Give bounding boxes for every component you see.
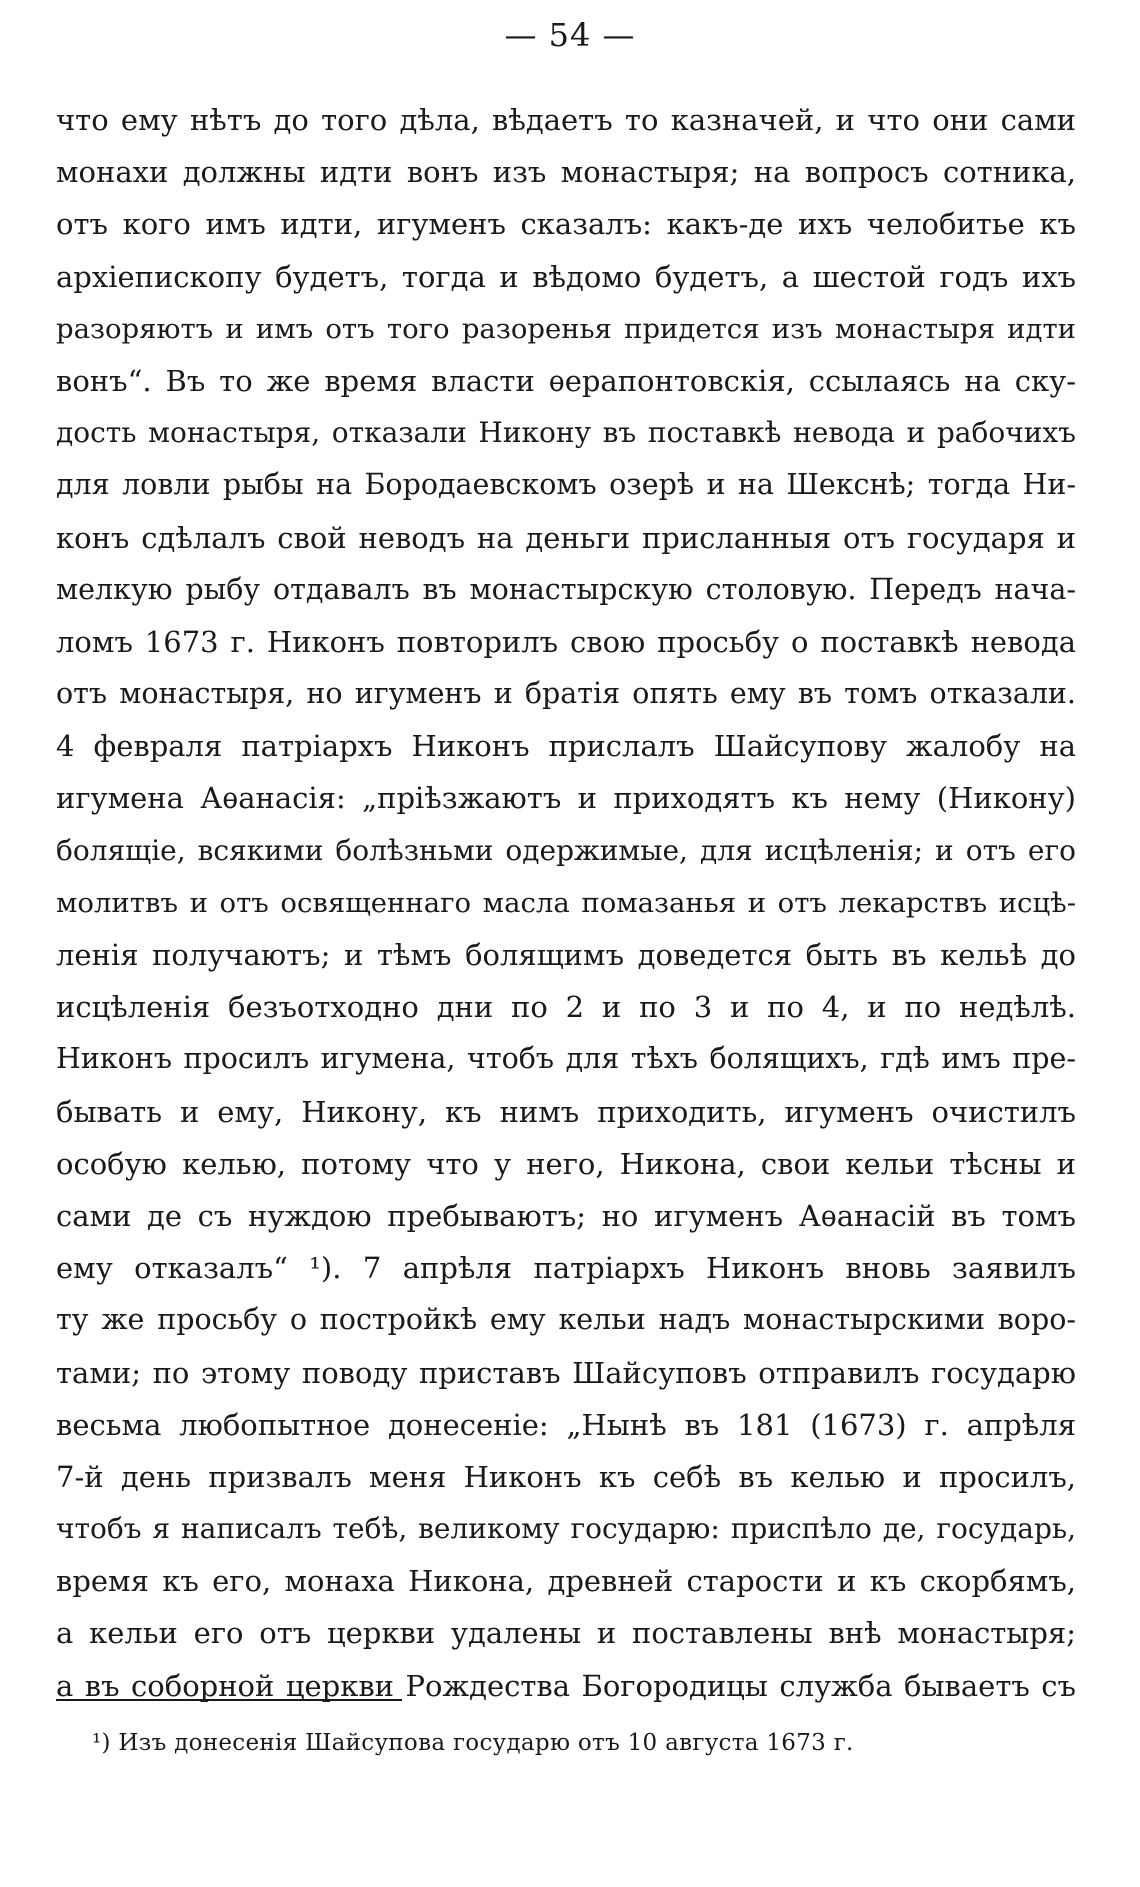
text-line: ему отказалъ“ ¹). 7 апрѣля патріархъ Никонъ вновь заявилъ: [56, 1251, 1076, 1286]
text-line: сами де съ нуждою пребываютъ; но игуменъ Аѳанасій въ томъ: [56, 1198, 1076, 1233]
text-line: бывать и ему, Никону, къ нимъ приходить, игуменъ очистилъ: [56, 1094, 1076, 1129]
text-line: отъ монастыря, но игуменъ и братія опять ему въ томъ отказали.: [56, 677, 1076, 711]
footnote: ¹) Изъ донесенія Шайсупова государю отъ 10 августа 1673 г.: [92, 1730, 854, 1756]
footnote-separator: [56, 1699, 402, 1701]
text-line: для ловли рыбы на Бородаевскомъ озерѣ и на Шекснѣ; тогда Ни-: [56, 468, 1076, 502]
page-number: — 54 —: [504, 16, 636, 54]
body-text: [56, 94, 1076, 1712]
text-line: мелкую рыбу отдавалъ въ монастырскую столовую. Передъ нача-: [56, 572, 1076, 606]
text-line: а въ соборной церкви Рождества Богородицы служба бываетъ съ: [56, 1668, 1076, 1703]
text-line: игумена Аѳанасія: „пріѣзжаютъ и приходятъ къ нему (Никону): [56, 781, 1076, 816]
text-line: монахи должны идти вонъ изъ монастыря; на вопросъ сотника,: [56, 155, 1076, 190]
text-line: молитвъ и отъ освященнаго масла помазанья и отъ лекарствъ исцѣ-: [56, 886, 1076, 919]
text-line: отъ кого имъ идти, игуменъ сказалъ: какъ-де ихъ челобитье къ: [56, 207, 1076, 242]
text-line: 4 февраля патріархъ Никонъ прислалъ Шайсупову жалобу на: [56, 729, 1076, 764]
text-line: архіепископу будетъ, тогда и вѣдомо будетъ, а шестой годъ ихъ: [56, 259, 1076, 294]
text-line: дость монастыря, отказали Никону въ поставкѣ невода и рабочихъ: [56, 416, 1076, 450]
text-line: исцѣленія безъотходно дни по 2 и по 3 и по 4, и по недѣлѣ.: [56, 990, 1076, 1025]
text-line: разоряютъ и имъ отъ того разоренья придется изъ монастыря идти: [56, 312, 1076, 345]
text-line: конъ сдѣлалъ свой неводъ на деньги присланныя отъ государя и: [56, 520, 1076, 555]
text-line: Никонъ просилъ игумена, чтобъ для тѣхъ болящихъ, гдѣ имъ пре-: [56, 1042, 1076, 1076]
text-line: болящіе, всякими болѣзньми одержимые, для исцѣленія; и отъ его: [56, 833, 1076, 867]
text-line: ту же просьбу о постройкѣ ему кельи надъ монастырскими воро-: [56, 1303, 1076, 1337]
text-line: весьма любопытное донесеніе: „Нынѣ въ 181 (1673) г. апрѣля: [56, 1407, 1076, 1442]
text-line: ломъ 1673 г. Никонъ повторилъ свою просьбу о поставкѣ невода: [56, 624, 1076, 659]
text-line: что ему нѣтъ до того дѣла, вѣдаетъ то казначей, и что они сами: [56, 103, 1076, 137]
text-line: а кельи его отъ церкви удалены и поставлены внѣ монастыря;: [56, 1616, 1076, 1651]
text-line: 7-й день призвалъ меня Никонъ къ себѣ въ келью и просилъ,: [56, 1459, 1076, 1494]
text-line: ленія получаютъ; и тѣмъ болящимъ доведется быть въ кельѣ до: [56, 938, 1076, 972]
text-line: вонъ“. Въ то же время власти ѳерапонтовскія, ссылаясь на ску-: [56, 363, 1076, 398]
text-line: особую келью, потому что у него, Никона, свои кельи тѣсны и: [56, 1146, 1076, 1181]
text-line: время къ его, монаха Никона, древней старости и къ скорбямъ,: [56, 1564, 1076, 1599]
text-line: тами; по этому поводу приставъ Шайсуповъ отправилъ государю: [56, 1355, 1076, 1390]
text-line: чтобъ я написалъ тебѣ, великому государю: приспѣло де, государь,: [56, 1512, 1077, 1546]
